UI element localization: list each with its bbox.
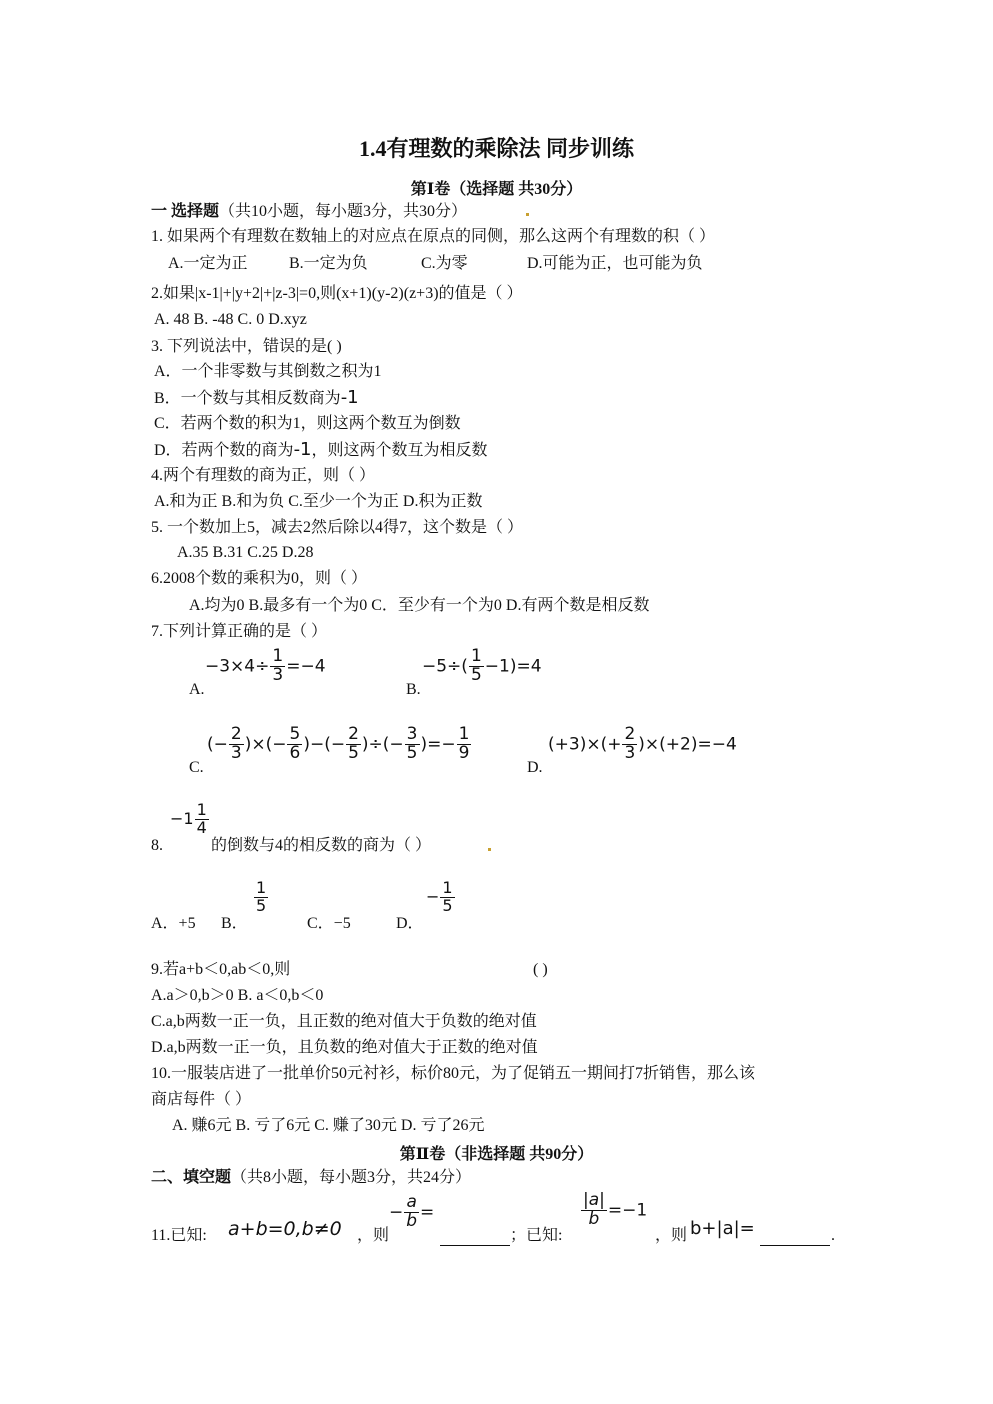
q7-c-part4: )÷(− xyxy=(361,734,404,755)
numerator: 1 xyxy=(470,646,482,666)
q5-options: A.35 B.31 C.25 D.28 xyxy=(177,544,314,561)
q11-then: ，则 xyxy=(357,1227,390,1244)
section1-heading xyxy=(151,202,467,222)
numerator: 1 xyxy=(272,646,284,666)
fraction-3-5 xyxy=(405,726,420,763)
q3-option-b-text: B．一个数与其相反数商为 xyxy=(154,390,341,407)
q7-expr-a xyxy=(205,648,326,685)
q3-option-d-value: -1 xyxy=(293,439,312,460)
q10-stem-line2: 商店每件（ ） xyxy=(151,1091,252,1108)
q7-label-a: A. xyxy=(189,681,205,698)
section2-title: 二、填空题 xyxy=(151,1169,232,1186)
denominator: 5 xyxy=(348,742,359,763)
q7-expr-c xyxy=(207,726,472,763)
denominator: 3 xyxy=(624,742,636,763)
q11-then2: ，则 xyxy=(655,1227,688,1244)
q11-blank1 xyxy=(440,1226,510,1246)
part2-heading: 第Ⅱ卷（非选择题 共90分） xyxy=(399,1146,594,1163)
q8-option-d-frac xyxy=(426,880,456,915)
q8-option-b-frac xyxy=(253,880,269,915)
q8-number: 8. xyxy=(151,837,163,854)
q9-option-c: C.a,b两数一正一负，且正数的绝对值大于负数的绝对值 xyxy=(151,1013,537,1030)
section1-title: 一 选择题 xyxy=(151,203,220,220)
fraction-1-5 xyxy=(469,648,484,685)
numerator: |a| xyxy=(583,1190,605,1210)
fraction-a-b xyxy=(404,1194,419,1231)
q11-expr1 xyxy=(389,1194,434,1231)
denominator: 3 xyxy=(230,742,242,763)
fraction-2-5 xyxy=(346,726,361,763)
denominator: 3 xyxy=(272,664,284,685)
numerator: 2 xyxy=(624,724,636,744)
q9-option-d: D.a,b两数一正一负，且负数的绝对值大于正数的绝对值 xyxy=(151,1039,538,1056)
numerator: 2 xyxy=(230,724,242,744)
q3-option-d xyxy=(154,440,488,461)
q11-blank2 xyxy=(760,1226,830,1246)
q7-c-part5: )=− xyxy=(420,734,456,755)
q2-options: A. 48 B. -48 C. 0 D.xyz xyxy=(154,311,307,328)
denominator: 4 xyxy=(196,817,207,837)
q8-option-a: A．+5 xyxy=(151,915,196,932)
q3-option-d-text: D．若两个数的商为 xyxy=(154,442,294,459)
minus-sign: − xyxy=(426,886,440,906)
q8-option-b-label: B． xyxy=(221,915,248,932)
q7-c-part2: )×(− xyxy=(244,734,287,755)
q3-option-c: C．若两个数的积为1，则这两个数互为倒数 xyxy=(154,415,461,432)
q1-option-a: A.一定为正 xyxy=(168,255,248,272)
part1-heading: 第Ⅰ卷（选择题 共30分） xyxy=(410,181,583,198)
q8-whole: −1 xyxy=(170,808,194,828)
denominator: 9 xyxy=(458,742,470,763)
q3-option-b-value: -1 xyxy=(340,387,359,408)
q8-stem: 的倒数与4的相反数的商为（ ） xyxy=(211,837,432,854)
q7-a-pre: −3×4÷ xyxy=(205,656,270,677)
q7-b-post: −1)=4 xyxy=(484,656,542,677)
numerator: 1 xyxy=(256,878,267,897)
q11-eq2: =−1 xyxy=(607,1200,648,1221)
denominator: 5 xyxy=(470,664,482,685)
q3-stem: 3. 下列说法中，错误的是( ) xyxy=(151,338,342,355)
q3-option-d-text2: ，则这两个数互为相反数 xyxy=(311,442,488,459)
q8-mixed-number xyxy=(170,802,210,837)
q5-stem: 5. 一个数加上5，减去2然后除以4得7，这个数是（ ） xyxy=(151,519,524,536)
numerator: 5 xyxy=(289,724,301,744)
q7-label-d: D. xyxy=(527,759,543,776)
q7-d-part2: )×(+2)=−4 xyxy=(638,734,737,755)
q7-label-c: C. xyxy=(189,759,204,776)
q10-stem-line1: 10.一服装店进了一批单价50元衬衫，标价80元，为了促销五一期间打7折销售，那么该 xyxy=(151,1065,756,1082)
q9-answer-paren: ( ) xyxy=(533,961,548,978)
q9-stem: 9.若a+b＜0,ab＜0,则 xyxy=(151,961,291,978)
section2-note: （共8小题，每小题3分，共24分） xyxy=(231,1169,472,1186)
q9-options-ab: A.a＞0,b＞0 B. a＜0,b＜0 xyxy=(151,987,324,1004)
denominator: 5 xyxy=(406,742,418,763)
q6-stem: 6.2008个数的乘积为0，则（ ） xyxy=(151,570,368,587)
q7-expr-d xyxy=(548,726,737,763)
q1-option-d: D.可能为正，也可能为负 xyxy=(527,255,703,272)
q4-options: A.和为正 B.和为负 C.至少一个为正 D.积为正数 xyxy=(154,493,483,510)
q7-label-b: B. xyxy=(406,681,421,698)
denominator: 6 xyxy=(289,742,301,763)
fraction-2-3 xyxy=(229,726,244,763)
denominator: b xyxy=(406,1210,418,1231)
numerator: 3 xyxy=(406,724,418,744)
q3-option-a: A．一个非零数与其倒数之积为1 xyxy=(154,363,382,380)
q11-expr2 xyxy=(580,1192,647,1229)
q7-c-part3: )−(− xyxy=(303,734,346,755)
q1-stem: 1. 如果两个有理数在数轴上的对应点在原点的同侧，那么这两个有理数的积（ ） xyxy=(151,228,716,245)
q11-expr3: b+|a|= xyxy=(690,1218,755,1239)
q7-b-pre: −5÷( xyxy=(422,656,468,677)
numerator: 2 xyxy=(348,724,359,744)
q7-d-part1: (+3)×(+ xyxy=(548,734,622,755)
fraction-1-5-b xyxy=(254,880,268,915)
q8-option-c: C．−5 xyxy=(307,915,351,932)
page-title: 1.4有理数的乘除法 同步训练 xyxy=(358,136,634,161)
section2-heading xyxy=(151,1168,471,1188)
denominator: 5 xyxy=(442,895,453,915)
numerator: a xyxy=(404,1194,419,1213)
fraction-1-4 xyxy=(195,802,209,837)
q1-option-b: B.一定为负 xyxy=(289,255,368,272)
fraction-1-3 xyxy=(270,648,285,685)
q8-option-d-label: D． xyxy=(396,915,424,932)
q4-stem: 4.两个有理数的商为正，则（ ） xyxy=(151,467,376,484)
fraction-5-6 xyxy=(287,726,302,763)
q10-options: A. 赚6元 B. 亏了6元 C. 赚了30元 D. 亏了26元 xyxy=(172,1117,485,1134)
fraction-1-5-d xyxy=(440,880,454,915)
mark-dot xyxy=(526,213,529,216)
q11-number: 11.已知: xyxy=(151,1227,207,1244)
q7-stem: 7.下列计算正确的是（ ） xyxy=(151,623,328,640)
q1-option-c: C.为零 xyxy=(421,255,468,272)
denominator: 5 xyxy=(256,895,267,915)
minus-sign: − xyxy=(389,1202,404,1223)
denominator: b xyxy=(588,1208,600,1229)
q6-options: A.均为0 B.最多有一个为0 C．至少有一个为0 D.有两个数是相反数 xyxy=(189,597,650,614)
q7-expr-b xyxy=(422,648,542,685)
q2-stem: 2.如果|x-1|+|y+2|+|z-3|=0,则(x+1)(y-2)(z+3)的值是（ ） xyxy=(151,285,523,302)
q11-period: . xyxy=(831,1227,835,1244)
q7-a-post: =−4 xyxy=(286,656,326,677)
numerator: 1 xyxy=(196,800,207,819)
fraction-1-9 xyxy=(457,726,472,763)
mark-dot xyxy=(488,848,491,851)
fraction-abs-a-b xyxy=(581,1192,607,1229)
q11-semicolon: ；已知: xyxy=(510,1227,563,1244)
section1-note: （共10小题，每小题3分，共30分） xyxy=(219,203,468,220)
q11-condition: a+b=0,b≠0 xyxy=(228,1218,342,1240)
numerator: 1 xyxy=(458,724,470,744)
fraction-2-3-d xyxy=(622,726,637,763)
numerator: 1 xyxy=(442,878,453,897)
q7-c-part1: (− xyxy=(207,734,228,755)
q3-option-b xyxy=(154,388,359,409)
equals-sign: = xyxy=(420,1202,435,1223)
